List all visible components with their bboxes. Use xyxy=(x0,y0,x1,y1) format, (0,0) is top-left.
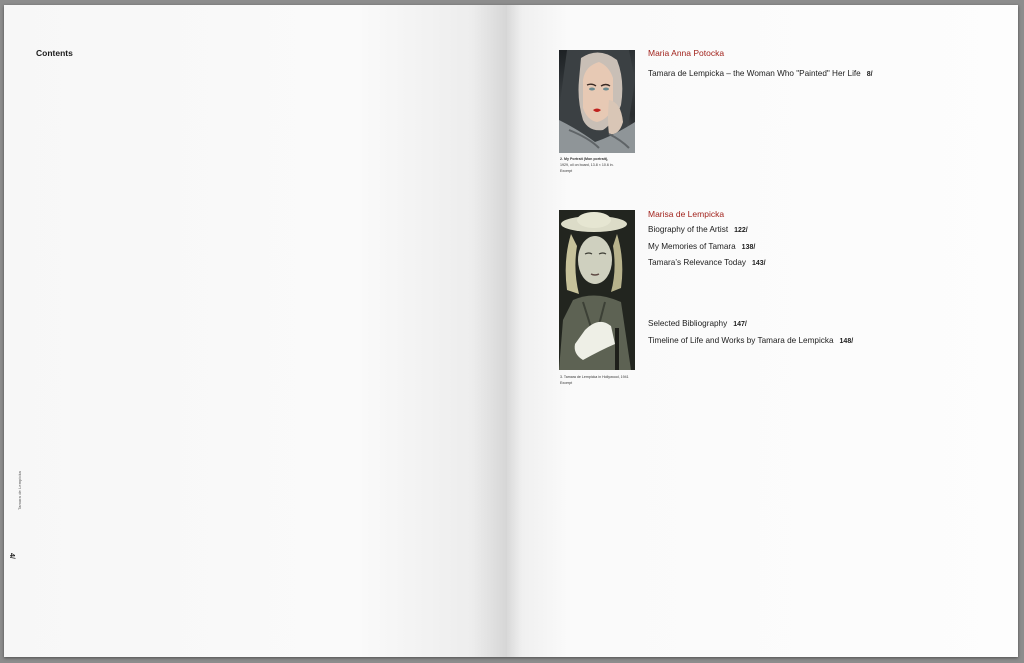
author-name: Marisa de Lempicka xyxy=(648,209,725,219)
toc-entry-title: Biography of the Artist xyxy=(648,225,729,234)
book-spread xyxy=(4,5,1018,657)
toc-entry[interactable] xyxy=(648,316,853,333)
toc-entry-page: 148/ xyxy=(839,337,854,345)
toc-entry-page: 138/ xyxy=(741,243,756,251)
right-page xyxy=(507,5,1018,657)
toc-entry-page: 122/ xyxy=(734,227,748,234)
caption-line: 1929, oil on board, 13.8 × 10.6 in. xyxy=(560,163,614,167)
left-page xyxy=(4,5,507,657)
figure-3-caption xyxy=(560,374,629,386)
caption-title: 2. My Portrait (Mon portrait), xyxy=(560,157,609,161)
toc-entry-page: 147/ xyxy=(733,321,747,328)
toc-entry-title: Tamara’s Relevance Today xyxy=(648,258,746,267)
toc-entry[interactable] xyxy=(648,255,766,272)
portrait-painting-image xyxy=(559,50,635,153)
toc-entry[interactable] xyxy=(648,239,766,256)
woman-in-hat-photo-image xyxy=(559,210,635,370)
contents-heading: Contents xyxy=(36,48,73,58)
toc-entry-title: Tamara de Lempicka – the Woman Who "Painted" Her Life xyxy=(648,69,861,78)
toc-entry-page: 8/ xyxy=(866,71,873,78)
figure-2-caption xyxy=(560,156,614,174)
toc-entry[interactable] xyxy=(648,222,766,239)
section-appendix xyxy=(648,316,853,349)
toc-entry-page: 143/ xyxy=(752,260,766,267)
toc-entry-title: Selected Bibliography xyxy=(648,319,728,328)
toc-entry-title: My Memories of Tamara xyxy=(648,241,736,251)
running-head: Tamara de Lempicka xyxy=(17,471,22,510)
caption-line: Excerpt xyxy=(560,169,573,173)
toc-entry-title: Timeline of Life and Works by Tamara de Lempicka xyxy=(648,335,834,345)
page-number: 4/ xyxy=(8,553,15,559)
caption-line: Excerpt xyxy=(560,381,573,385)
toc-entry[interactable] xyxy=(648,66,873,83)
section-marisa xyxy=(648,209,766,272)
section-potocka xyxy=(648,48,873,83)
caption-line: 3. Tamara de Lempicka in Hollywood, 1941 xyxy=(560,375,629,379)
author-name: Maria Anna Potocka xyxy=(648,48,725,58)
toc-entry[interactable] xyxy=(648,333,853,350)
